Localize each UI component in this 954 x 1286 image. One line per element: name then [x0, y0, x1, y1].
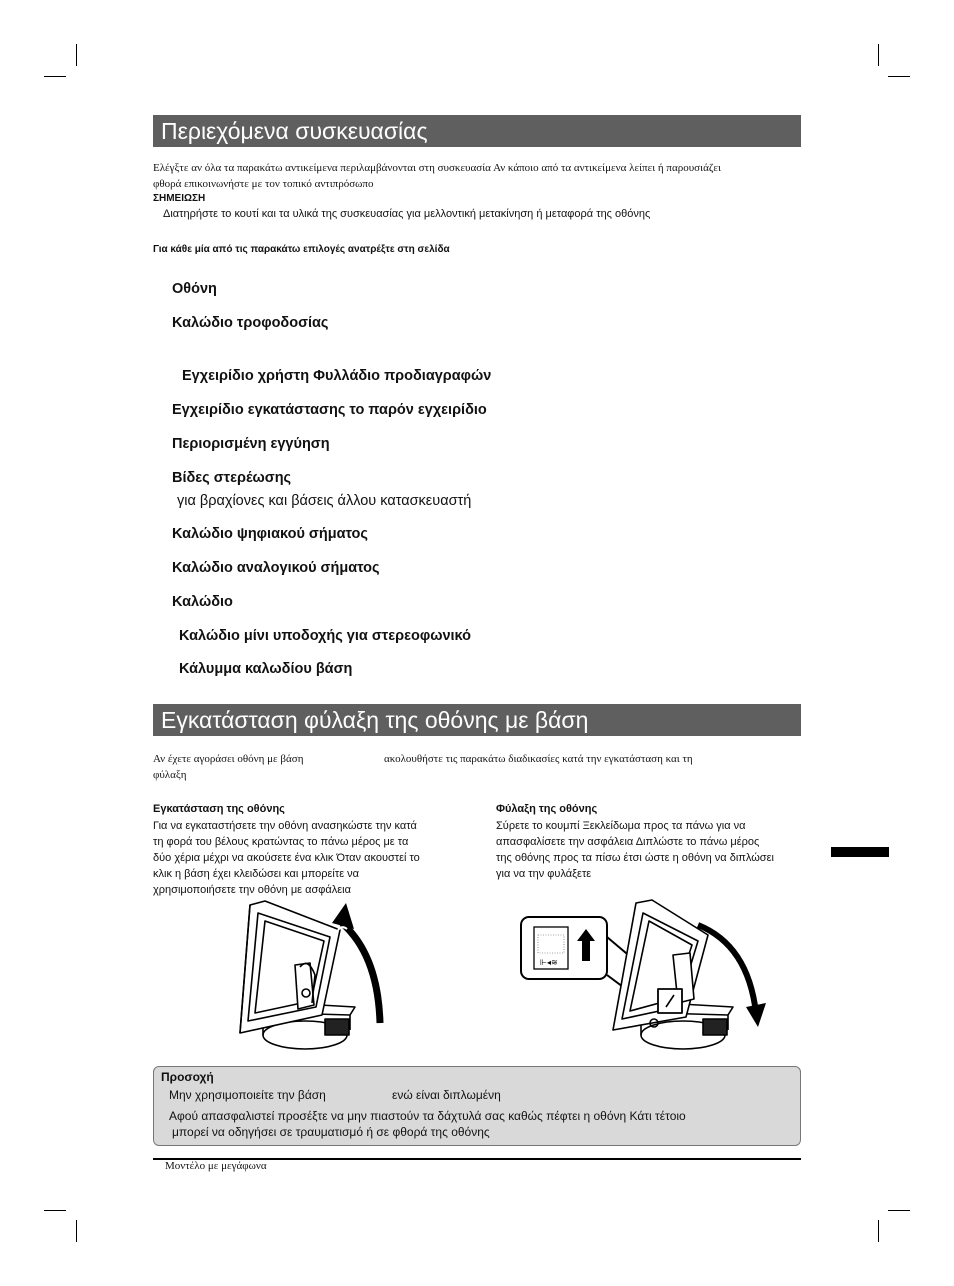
section2-intro-start: Αν έχετε αγοράσει οθόνη με βάση: [153, 753, 304, 765]
caution-line: μπορεί να οδηγήσει σε τραυματισμό ή σε φθορά της οθόνης: [172, 1125, 490, 1139]
caution-line: Αφού απασφαλιστεί προσέξτε να μην πιαστούν τα δάχτυλά σας καθώς πέφτει η οθόνη Κάτι τέτοιο: [169, 1109, 686, 1123]
list-item: Εγχειρίδιο εγκατάστασης το παρόν εγχειρίδιο: [172, 402, 487, 418]
reference-line: Για κάθε μία από τις παρακάτω επιλογές ανατρέξτε στη σελίδα: [153, 244, 450, 255]
section-title-install-storage: Εγκατάσταση φύλαξη της οθόνης με βάση: [153, 704, 801, 736]
intro-line: φθορά επικοινωνήστε με τον τοπικό αντιπρόσωπο: [153, 178, 374, 190]
crop-mark: [888, 76, 910, 77]
crop-mark: [76, 1220, 77, 1242]
crop-mark: [888, 1210, 910, 1211]
note-heading: ΣΗΜΕΙΩΣΗ: [153, 193, 206, 204]
storage-heading: Φύλαξη της οθόνης: [496, 803, 598, 815]
list-item: Εγχειρίδιο χρήστη Φυλλάδιο προδιαγραφών: [182, 368, 492, 384]
list-item-subtext: για βραχίονες και βάσεις άλλου κατασκευαστή: [177, 493, 472, 509]
list-item: Καλώδιο μίνι υποδοχής για στερεοφωνικό: [179, 628, 472, 644]
section2-intro-end: ακολουθήστε τις παρακάτω διαδικασίες κατά την εγκατάσταση και τη: [384, 753, 693, 765]
install-instructions: [153, 818, 473, 898]
list-item: Κάλυμμα καλωδίου βάση: [179, 661, 353, 677]
text-line: τη φορά του βέλους κρατώντας το πάνω μέρος με τα: [153, 836, 409, 848]
section-title-package-contents: Περιεχόμενα συσκευασίας: [153, 115, 801, 147]
unlock-button-icon: [521, 917, 607, 979]
caution-heading: Προσοχή: [161, 1070, 214, 1084]
storage-instructions: [496, 818, 806, 882]
svg-text:⊩◂≋: ⊩◂≋: [540, 958, 558, 967]
text-line: χρησιμοποιήσετε την οθόνη με ασφάλεια: [153, 884, 351, 896]
intro-paragraph: [153, 160, 793, 192]
crop-mark: [76, 44, 77, 66]
crop-mark: [878, 44, 879, 66]
list-item: Καλώδιο τροφοδοσίας: [172, 315, 329, 331]
install-heading: Εγκατάσταση της οθόνης: [153, 803, 285, 815]
text-line: κλικ η βάση έχει κλειδώσει και μπορείτε να: [153, 868, 360, 880]
text-line: της οθόνης προς τα πίσω έτσι ώστε η οθόνη να διπλώσει: [496, 852, 774, 864]
footnote: Μοντέλο με μεγάφωνα: [165, 1160, 267, 1172]
list-item: Καλώδιο ψηφιακού σήματος: [172, 526, 368, 542]
caution-box: [153, 1066, 801, 1146]
monitor-storage-illustration: [518, 895, 768, 1060]
crop-mark: [878, 1220, 879, 1242]
list-item: Καλώδιο αναλογικού σήματος: [172, 560, 380, 576]
section-tab-marker: [831, 847, 889, 857]
caution-line-end: ενώ είναι διπλωμένη: [392, 1088, 501, 1102]
crop-mark: [44, 1210, 66, 1211]
list-item: Βίδες στερέωσης: [172, 470, 292, 486]
monitor-install-illustration: [210, 895, 400, 1060]
list-item: Οθόνη: [172, 281, 217, 297]
text-line: για να την φυλάξετε: [496, 868, 592, 880]
list-item: Περιορισμένη εγγύηση: [172, 436, 330, 452]
text-line: Σύρετε το κουμπί Ξεκλείδωμα προς τα πάνω για να: [496, 820, 746, 832]
crop-mark: [44, 76, 66, 77]
text-line: δύο χέρια μέχρι να ακούσετε ένα κλικ Όταν ακουστεί το: [153, 852, 420, 864]
caution-line-start: Μην χρησιμοποιείτε την βάση: [169, 1088, 326, 1102]
note-text: Διατηρήστε το κουτί και τα υλικά της συσκευασίας για μελλοντική μετακίνηση ή μεταφορά της οθόνης: [163, 208, 651, 220]
list-item: Καλώδιο: [172, 594, 233, 610]
intro-line: Ελέγξτε αν όλα τα παρακάτω αντικείμενα περιλαμβάνονται στη συσκευασία Αν κάποιο από τα αντικείμενα λείπει ή παρουσιάζει: [153, 162, 721, 174]
section2-intro-line2: φύλαξη: [153, 769, 187, 781]
text-line: Για να εγκαταστήσετε την οθόνη ανασηκώστε την κατά: [153, 820, 417, 832]
text-line: απασφαλίσετε την ασφάλεια Διπλώστε το πάνω μέρος: [496, 836, 760, 848]
